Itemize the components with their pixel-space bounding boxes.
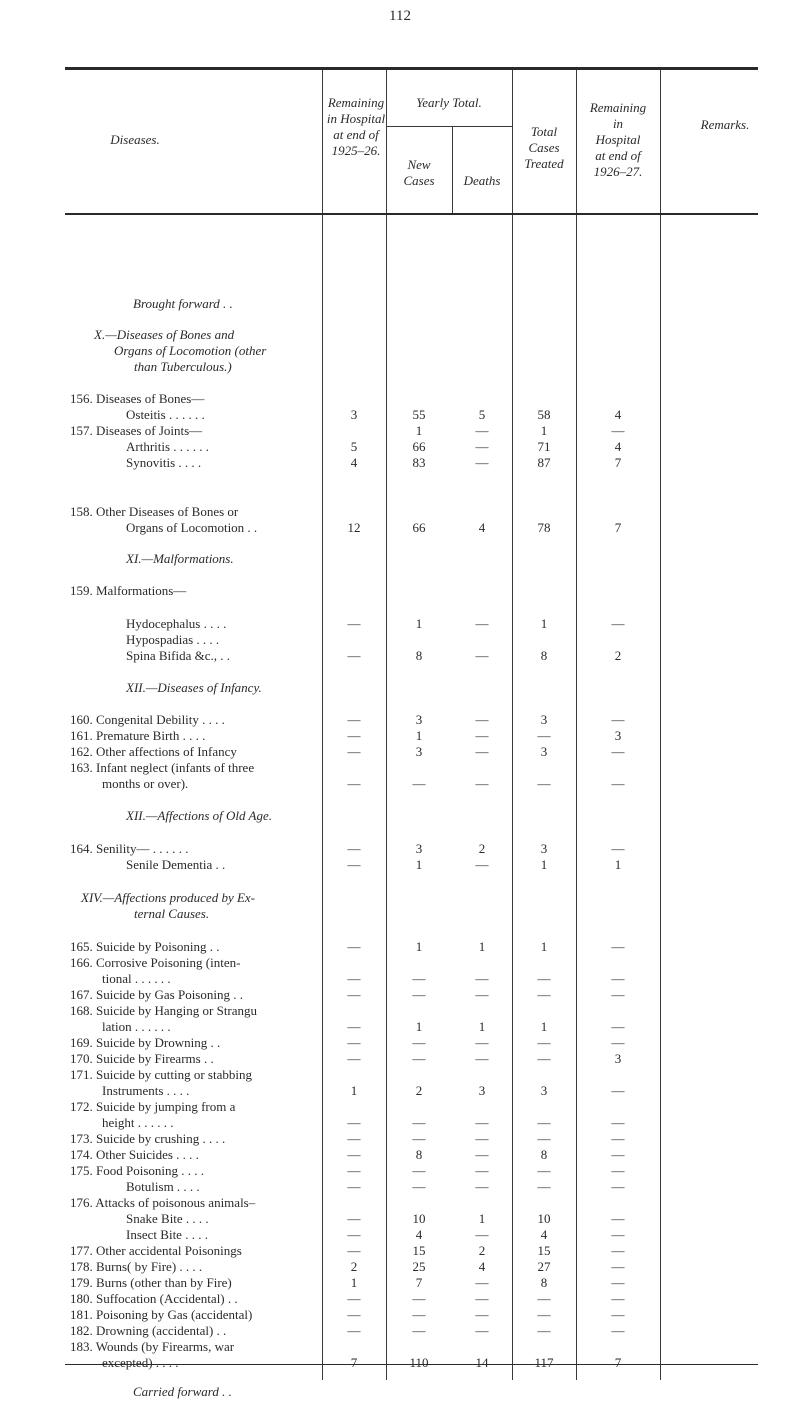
remaining-end-cell: — [611, 1179, 625, 1194]
table-row [0, 841, 800, 857]
deaths-cell: — [475, 648, 489, 663]
new-cases-cell: 1 [415, 1019, 423, 1034]
disease-label: tional . . . . . . [102, 971, 171, 986]
disease-label: Botulism . . . . [126, 1179, 200, 1194]
remaining-end-cell: 7 [614, 520, 622, 535]
disease-label: 161. Premature Birth . . . . [70, 728, 206, 743]
header-yearly-total: Yearly Total. [416, 95, 482, 110]
table-row [0, 455, 800, 471]
new-cases-cell: 1 [415, 939, 423, 954]
new-cases-cell: 15 [412, 1243, 426, 1258]
remaining-end-cell: — [611, 1163, 625, 1178]
remaining-start-cell: 3 [350, 407, 358, 422]
new-cases-cell: 3 [415, 744, 423, 759]
remaining-start-cell: — [347, 857, 361, 872]
table-row [0, 1019, 800, 1035]
table-row [0, 808, 800, 824]
total-cases-cell: 58 [537, 407, 551, 422]
table-row [0, 776, 800, 792]
new-cases-cell: — [412, 1115, 426, 1130]
table-row [0, 551, 800, 567]
table-row [0, 504, 800, 520]
disease-label: height . . . . . . [102, 1115, 174, 1130]
deaths-cell: 2 [478, 1243, 486, 1258]
remaining-end-cell: — [611, 1019, 625, 1034]
new-cases-cell: 3 [415, 712, 423, 727]
deaths-cell: — [475, 423, 489, 438]
page-number: 112 [389, 8, 411, 24]
deaths-cell: — [475, 1131, 489, 1146]
disease-label: 164. Senility— . . . . . . [70, 841, 189, 856]
table-row [0, 439, 800, 455]
section-heading: XII.—Affections of Old Age. [126, 808, 272, 823]
remaining-end-cell: — [611, 1275, 625, 1290]
table-row [0, 1227, 800, 1243]
disease-label: 171. Suicide by cutting or stabbing [70, 1067, 252, 1082]
total-cases-cell: — [537, 1051, 551, 1066]
remaining-end-cell: — [611, 423, 625, 438]
new-cases-cell: — [412, 987, 426, 1002]
deaths-cell: 1 [478, 1211, 486, 1226]
total-cases-cell: 3 [540, 841, 548, 856]
remaining-start-cell: — [347, 616, 361, 631]
table-row [0, 1355, 800, 1371]
total-cases-cell: — [537, 1115, 551, 1130]
deaths-cell: — [475, 1035, 489, 1050]
new-cases-cell: 1 [415, 857, 423, 872]
table-row [0, 1131, 800, 1147]
total-cases-cell: 27 [537, 1259, 551, 1274]
deaths-cell: — [475, 1147, 489, 1162]
table-row [0, 616, 800, 632]
remaining-start-cell: — [347, 1115, 361, 1130]
new-cases-cell: — [412, 1163, 426, 1178]
disease-label: Organs of Locomotion . . [126, 520, 258, 535]
disease-label: 159. Malformations— [70, 583, 187, 598]
new-cases-cell: 2 [415, 1083, 423, 1098]
deaths-cell: — [475, 728, 489, 743]
total-cases-cell: — [537, 776, 551, 791]
table-row [0, 583, 800, 599]
table-row [0, 1051, 800, 1067]
remaining-end-cell: 2 [614, 648, 622, 663]
table-row [0, 520, 800, 536]
remaining-end-cell: 1 [614, 857, 622, 872]
header-remaining-end: Remaining in Hospital at end of 1926–27. [589, 100, 647, 179]
remaining-start-cell: 2 [350, 1259, 358, 1274]
table-row [0, 423, 800, 439]
remaining-end-cell: 4 [614, 407, 622, 422]
deaths-cell: 3 [478, 1083, 486, 1098]
table-row [0, 971, 800, 987]
table-row [0, 327, 800, 343]
total-cases-cell: — [537, 1291, 551, 1306]
disease-label: lation . . . . . . [102, 1019, 171, 1034]
new-cases-cell: — [412, 1291, 426, 1306]
total-cases-cell: 8 [540, 1147, 548, 1162]
disease-label: 158. Other Diseases of Bones or [70, 504, 239, 519]
remaining-end-cell: 3 [614, 1051, 622, 1066]
section-heading: XI.—Malformations. [126, 551, 234, 566]
table-row [0, 857, 800, 873]
table-row [0, 1003, 800, 1019]
disease-label: excepted) . . . . [102, 1355, 179, 1370]
section-heading: ternal Causes. [134, 906, 210, 921]
table-row [0, 391, 800, 407]
disease-label: 179. Burns (other than by Fire) [70, 1275, 232, 1290]
table-row [0, 296, 800, 312]
remaining-end-cell: 4 [614, 439, 622, 454]
header-new-cases: New Cases [403, 157, 435, 188]
total-cases-cell: — [537, 1323, 551, 1338]
table-row [0, 1083, 800, 1099]
deaths-cell: — [475, 1163, 489, 1178]
table-row [0, 1291, 800, 1307]
total-cases-cell: — [537, 987, 551, 1002]
disease-label: 182. Drowning (accidental) . . [70, 1323, 227, 1338]
disease-label: Instruments . . . . [102, 1083, 190, 1098]
table-row [0, 1243, 800, 1259]
new-cases-cell: 7 [415, 1275, 423, 1290]
table-row [0, 407, 800, 423]
total-cases-cell: — [537, 1307, 551, 1322]
table-row [0, 1339, 800, 1355]
total-cases-cell: — [537, 728, 551, 743]
remaining-end-cell: — [611, 971, 625, 986]
remaining-start-cell: 7 [350, 1355, 358, 1370]
remaining-end-cell: — [611, 987, 625, 1002]
table-row [0, 1147, 800, 1163]
table-row [0, 1115, 800, 1131]
table-row [0, 1035, 800, 1051]
deaths-cell: — [475, 1051, 489, 1066]
remaining-start-cell: — [347, 1051, 361, 1066]
total-cases-cell: 3 [540, 712, 548, 727]
deaths-cell: — [475, 439, 489, 454]
remaining-end-cell: — [611, 841, 625, 856]
disease-label: 174. Other Suicides . . . . [70, 1147, 199, 1162]
remaining-end-cell: — [611, 1323, 625, 1338]
disease-label: 170. Suicide by Firearms . . [70, 1051, 214, 1066]
remaining-end-cell: — [611, 1259, 625, 1274]
section-heading: Organs of Locomotion (other [114, 343, 267, 358]
new-cases-cell: — [412, 1179, 426, 1194]
table-row [0, 939, 800, 955]
table-row [0, 906, 800, 922]
deaths-cell: — [475, 616, 489, 631]
table-row [0, 744, 800, 760]
total-cases-cell: 71 [537, 439, 551, 454]
deaths-cell: — [475, 1179, 489, 1194]
total-cases-cell: 1 [540, 1019, 548, 1034]
deaths-cell: — [475, 1115, 489, 1130]
remaining-start-cell: — [347, 1227, 361, 1242]
deaths-cell: — [475, 1227, 489, 1242]
table-row [0, 728, 800, 744]
deaths-cell: — [475, 744, 489, 759]
remaining-start-cell: — [347, 1019, 361, 1034]
disease-label: 162. Other affections of Infancy [70, 744, 237, 759]
disease-label: 157. Diseases of Joints— [70, 423, 203, 438]
deaths-cell: — [475, 1307, 489, 1322]
disease-label: Spina Bifida &c., . . [126, 648, 230, 663]
disease-label: 183. Wounds (by Firearms, war [70, 1339, 235, 1354]
new-cases-cell: 8 [415, 648, 423, 663]
new-cases-cell: — [412, 1131, 426, 1146]
table-row [0, 760, 800, 776]
disease-label: 165. Suicide by Poisoning . . [70, 939, 220, 954]
disease-label: 172. Suicide by jumping from a [70, 1099, 236, 1114]
remaining-start-cell: — [347, 1211, 361, 1226]
section-heading: than Tuberculous.) [134, 359, 232, 374]
section-heading: Brought forward . . [133, 296, 233, 311]
deaths-cell: — [475, 971, 489, 986]
total-cases-cell: 1 [540, 616, 548, 631]
deaths-cell: — [475, 776, 489, 791]
remaining-start-cell: 4 [350, 455, 358, 470]
deaths-cell: 1 [478, 1019, 486, 1034]
table-row [0, 1179, 800, 1195]
new-cases-cell: 83 [412, 455, 426, 470]
remaining-end-cell: — [611, 616, 625, 631]
remaining-end-cell: — [611, 1147, 625, 1162]
disease-label: 175. Food Poisoning . . . . [70, 1163, 204, 1178]
remaining-start-cell: — [347, 744, 361, 759]
remaining-start-cell: — [347, 776, 361, 791]
remaining-start-cell: — [347, 1179, 361, 1194]
table-row [0, 955, 800, 971]
table-row [0, 1211, 800, 1227]
disease-label: Senile Dementia . . [126, 857, 226, 872]
new-cases-cell: — [412, 1051, 426, 1066]
table-row [0, 890, 800, 906]
new-cases-cell: 8 [415, 1147, 423, 1162]
remaining-start-cell: — [347, 1291, 361, 1306]
remaining-start-cell: 5 [350, 439, 358, 454]
remaining-start-cell: — [347, 728, 361, 743]
deaths-cell: 14 [475, 1355, 489, 1370]
total-cases-cell: 8 [540, 648, 548, 663]
remaining-end-cell: — [611, 712, 625, 727]
disease-label: 160. Congenital Debility . . . . [70, 712, 225, 727]
remaining-end-cell: — [611, 1291, 625, 1306]
remaining-start-cell: — [347, 712, 361, 727]
remaining-start-cell: — [347, 648, 361, 663]
total-cases-cell: 4 [540, 1227, 548, 1242]
disease-label: 166. Corrosive Poisoning (inten- [70, 955, 241, 970]
table-row [0, 1259, 800, 1275]
disease-label: 163. Infant neglect (infants of three [70, 760, 255, 775]
deaths-cell: — [475, 857, 489, 872]
new-cases-cell: — [412, 1035, 426, 1050]
deaths-cell: — [475, 1291, 489, 1306]
disease-label: 168. Suicide by Hanging or Strangu [70, 1003, 258, 1018]
remaining-start-cell: — [347, 1131, 361, 1146]
disease-label: 178. Burns( by Fire) . . . . [70, 1259, 203, 1274]
section-heading: X.—Diseases of Bones and [94, 327, 235, 342]
deaths-cell: — [475, 1323, 489, 1338]
deaths-cell: 1 [478, 939, 486, 954]
total-cases-cell: 117 [534, 1355, 554, 1370]
disease-label: 173. Suicide by crushing . . . . [70, 1131, 226, 1146]
disease-label: Synovitis . . . . [126, 455, 202, 470]
total-cases-cell: — [537, 1131, 551, 1146]
table-row [0, 1067, 800, 1083]
disease-label: Hydocephalus . . . . [126, 616, 227, 631]
remaining-start-cell: — [347, 841, 361, 856]
remaining-end-cell: 7 [614, 455, 622, 470]
remaining-end-cell: 3 [614, 728, 622, 743]
table-row [0, 987, 800, 1003]
new-cases-cell: 3 [415, 841, 423, 856]
carried-forward: Carried forward . . [133, 1384, 232, 1399]
total-cases-cell: 1 [540, 939, 548, 954]
disease-label: 177. Other accidental Poisonings [70, 1243, 242, 1258]
remaining-end-cell: — [611, 1211, 625, 1226]
disease-label: Arthritis . . . . . . [126, 439, 210, 454]
total-cases-cell: 15 [537, 1243, 551, 1258]
deaths-cell: 5 [478, 407, 486, 422]
disease-label: 181. Poisoning by Gas (accidental) [70, 1307, 253, 1322]
new-cases-cell: 66 [412, 439, 426, 454]
table-row [0, 712, 800, 728]
remaining-end-cell: — [611, 776, 625, 791]
table-row [0, 648, 800, 664]
total-cases-cell: 3 [540, 744, 548, 759]
disease-label: Snake Bite . . . . [126, 1211, 209, 1226]
total-cases-cell: — [537, 1179, 551, 1194]
table-row [0, 1307, 800, 1323]
disease-label: Osteitis . . . . . . [126, 407, 205, 422]
deaths-cell: 4 [478, 520, 486, 535]
remaining-start-cell: — [347, 987, 361, 1002]
remaining-start-cell: — [347, 1323, 361, 1338]
remaining-start-cell: — [347, 1243, 361, 1258]
remaining-end-cell: — [611, 1243, 625, 1258]
new-cases-cell: 110 [409, 1355, 429, 1370]
remaining-end-cell: — [611, 1307, 625, 1322]
table-row [0, 1323, 800, 1339]
disease-label: 167. Suicide by Gas Poisoning . . [70, 987, 243, 1002]
remaining-end-cell: — [611, 1083, 625, 1098]
table-row [0, 632, 800, 648]
header-remaining-start: Remaining in Hospital at end of 1925–26. [326, 95, 386, 158]
deaths-cell: 4 [478, 1259, 486, 1274]
deaths-cell: — [475, 987, 489, 1002]
new-cases-cell: — [412, 1307, 426, 1322]
table-row [0, 1163, 800, 1179]
remaining-end-cell: — [611, 1115, 625, 1130]
total-cases-cell: 10 [537, 1211, 551, 1226]
deaths-cell: 2 [478, 841, 486, 856]
remaining-start-cell: 1 [350, 1275, 358, 1290]
section-heading: XIV.—Affections produced by Ex- [81, 890, 256, 905]
remaining-start-cell: — [347, 1147, 361, 1162]
section-heading: XII.—Diseases of Infancy. [126, 680, 262, 695]
total-cases-cell: 8 [540, 1275, 548, 1290]
header-remarks: Remarks. [700, 117, 750, 132]
header-deaths: Deaths [463, 173, 501, 188]
disease-label: 169. Suicide by Drowning . . [70, 1035, 221, 1050]
table-row [0, 680, 800, 696]
new-cases-cell: — [412, 776, 426, 791]
remaining-start-cell: — [347, 1307, 361, 1322]
disease-label: Insect Bite . . . . [126, 1227, 208, 1242]
remaining-end-cell: — [611, 744, 625, 759]
remaining-end-cell: — [611, 1227, 625, 1242]
table-row [0, 359, 800, 375]
remaining-end-cell: — [611, 1035, 625, 1050]
new-cases-cell: 1 [415, 616, 423, 631]
disease-label: 176. Attacks of poisonous animals– [70, 1195, 256, 1210]
new-cases-cell: 25 [412, 1259, 426, 1274]
remaining-start-cell: 12 [347, 520, 361, 535]
remaining-end-cell: 7 [614, 1355, 622, 1370]
total-cases-cell: 87 [537, 455, 551, 470]
remaining-start-cell: — [347, 971, 361, 986]
deaths-cell: — [475, 712, 489, 727]
disease-label: 180. Suffocation (Accidental) . . [70, 1291, 238, 1306]
remaining-end-cell: — [611, 939, 625, 954]
table-row [0, 1099, 800, 1115]
disease-label: 156. Diseases of Bones— [70, 391, 205, 406]
total-cases-cell: — [537, 1163, 551, 1178]
header-total-cases: Total Cases Treated [524, 124, 564, 171]
new-cases-cell: 1 [415, 423, 423, 438]
new-cases-cell: 66 [412, 520, 426, 535]
table-row [0, 1275, 800, 1291]
remaining-start-cell: 1 [350, 1083, 358, 1098]
total-cases-cell: — [537, 1035, 551, 1050]
total-cases-cell: 3 [540, 1083, 548, 1098]
remaining-start-cell: — [347, 1163, 361, 1178]
new-cases-cell: 4 [415, 1227, 423, 1242]
deaths-cell: — [475, 1275, 489, 1290]
total-cases-cell: 1 [540, 857, 548, 872]
new-cases-cell: — [412, 971, 426, 986]
new-cases-cell: — [412, 1323, 426, 1338]
disease-label: Hypospadias . . . . [126, 632, 220, 647]
remaining-start-cell: — [347, 939, 361, 954]
table-row [0, 343, 800, 359]
new-cases-cell: 55 [412, 407, 426, 422]
total-cases-cell: 78 [537, 520, 551, 535]
disease-label: months or over). [102, 776, 189, 791]
total-cases-cell: 1 [540, 423, 548, 438]
header-diseases: Diseases. [110, 132, 160, 147]
table-row [0, 1195, 800, 1211]
new-cases-cell: 1 [415, 728, 423, 743]
deaths-cell: — [475, 455, 489, 470]
remaining-start-cell: — [347, 1035, 361, 1050]
total-cases-cell: — [537, 971, 551, 986]
remaining-end-cell: — [611, 1131, 625, 1146]
new-cases-cell: 10 [412, 1211, 426, 1226]
